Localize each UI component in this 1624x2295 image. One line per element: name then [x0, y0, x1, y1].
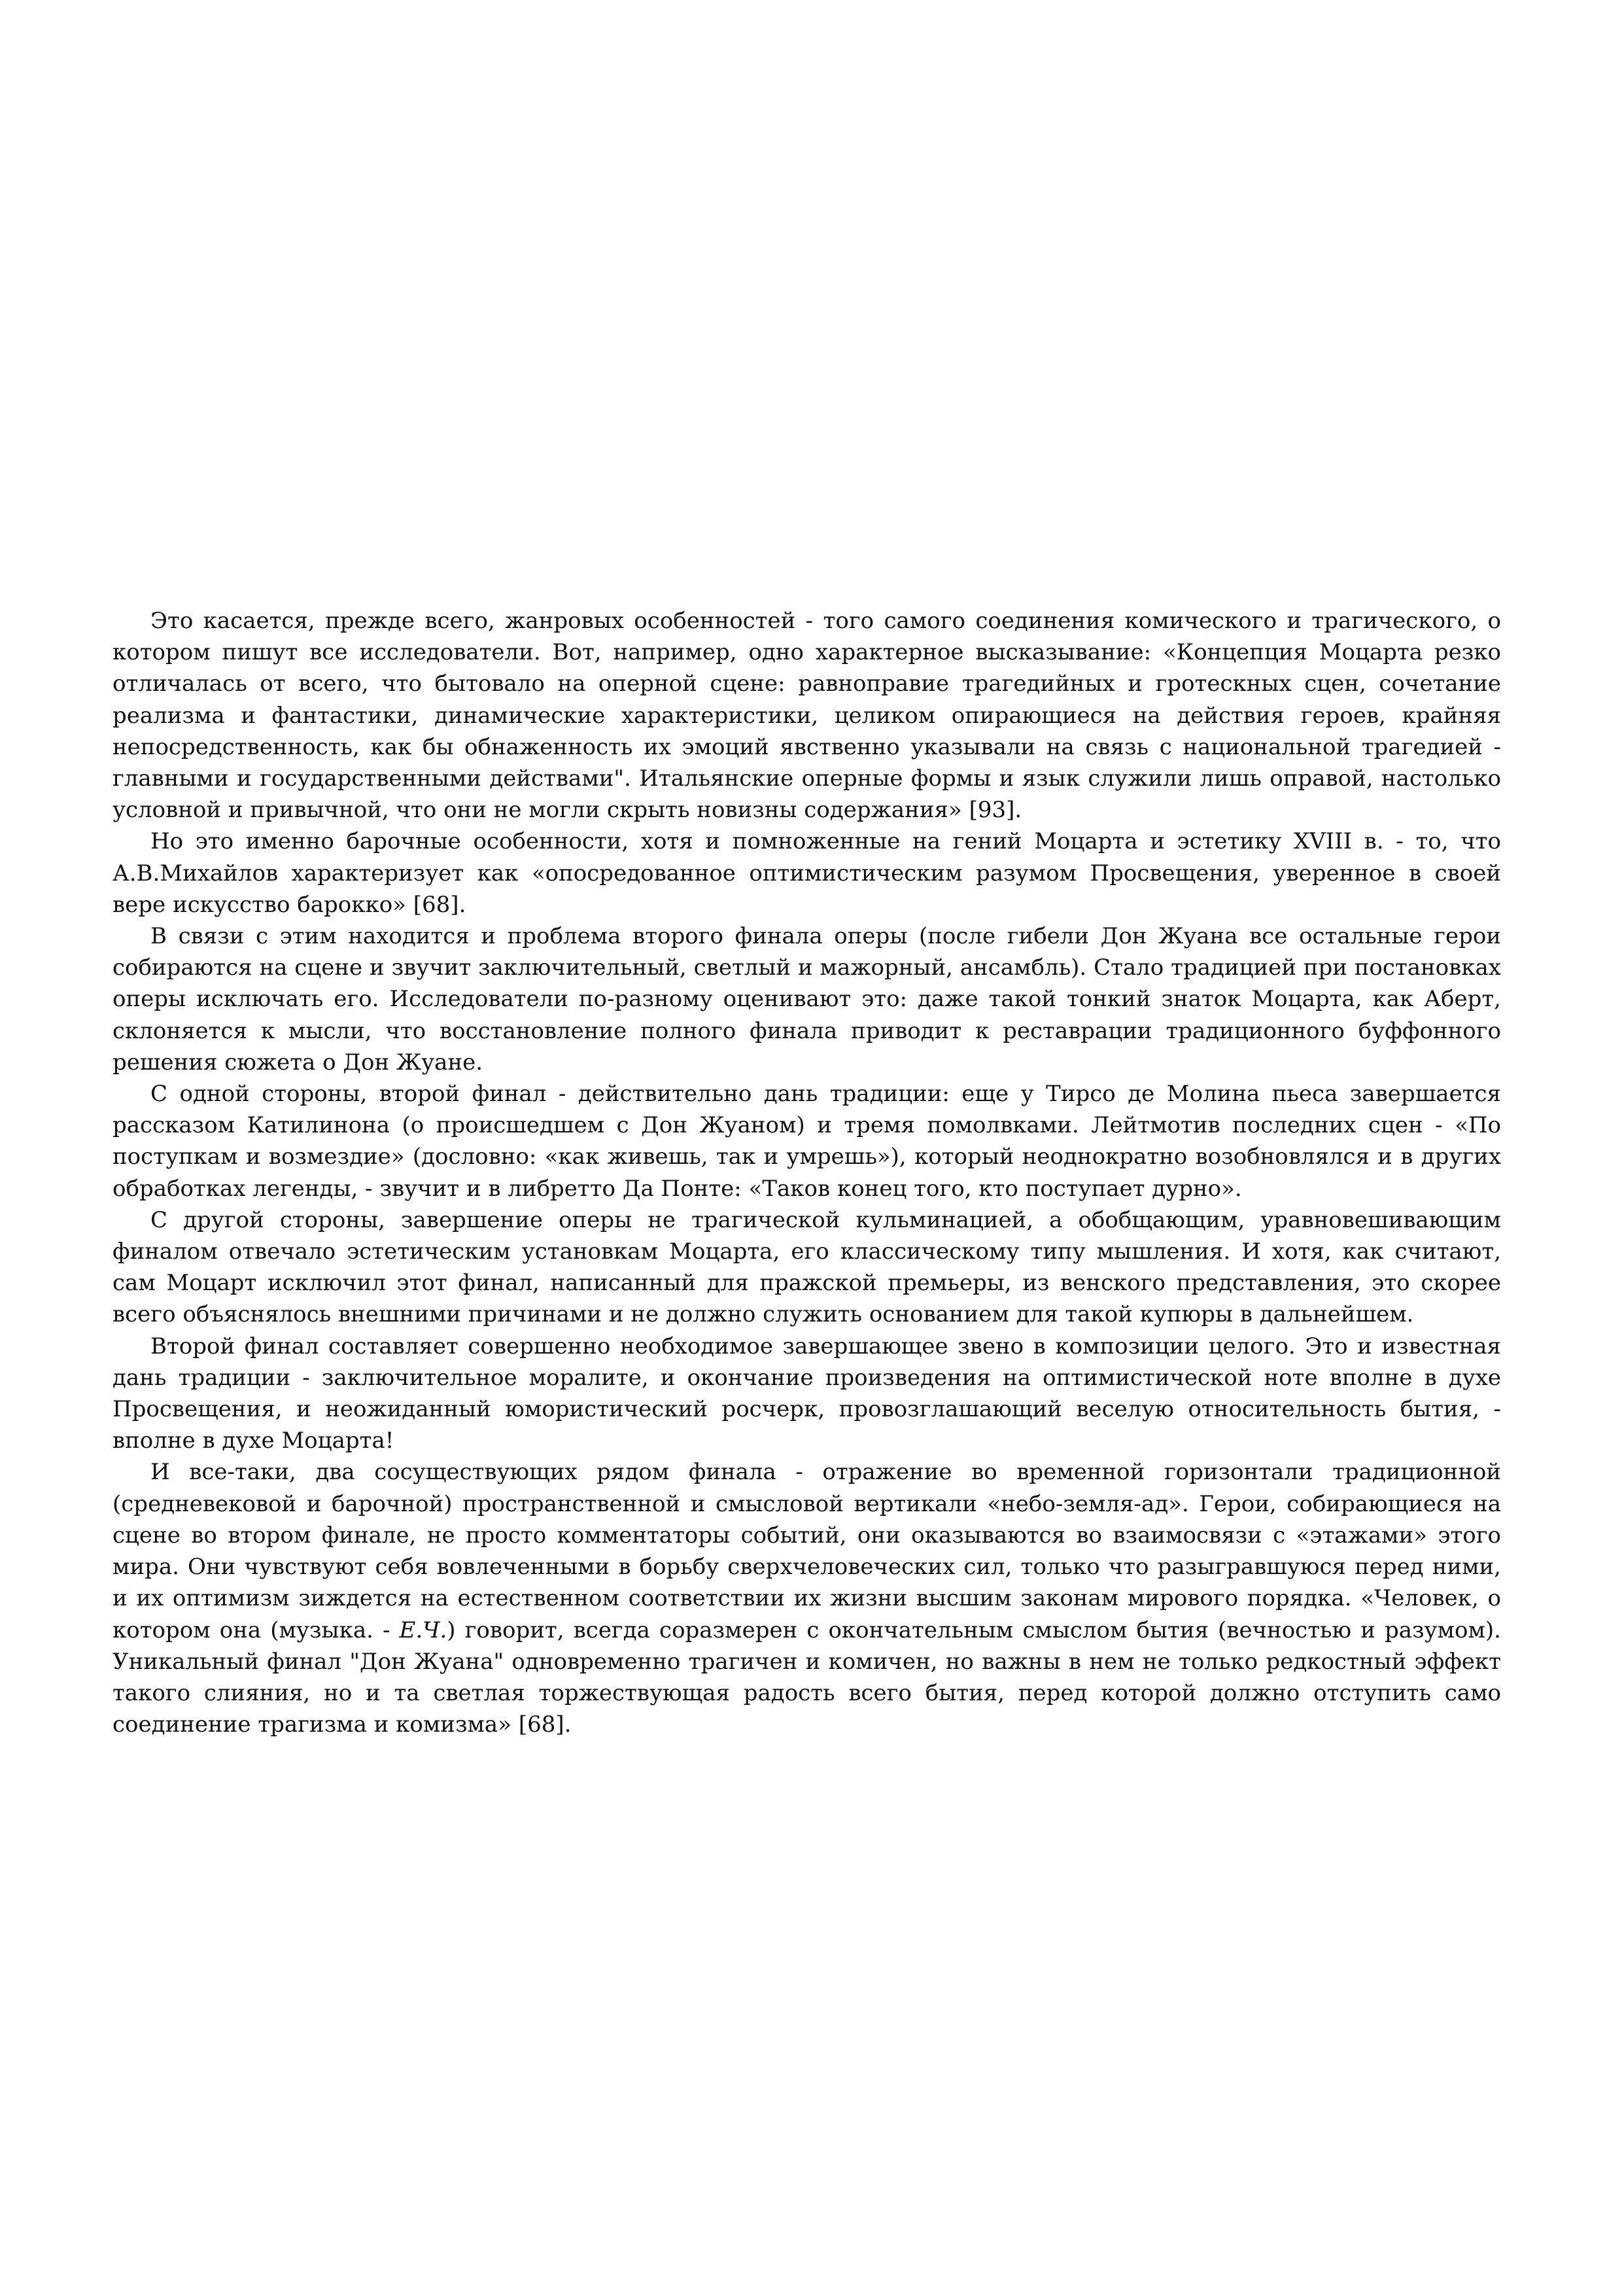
- paragraph: В связи с этим находится и проблема второго финала оперы (после гибели Дон Жуана все остальные герои собираются на сцене и звучит заключительный, светлый и мажорный, ансамбль). Стало традицией при постановках оперы исключать его. Исследователи по-разному оценивают это: даже такой тонкий знаток Моцарта, как Аберт, склоняется к мысли, что восстановление полного финала приводит к реставрации традиционного буффонного решения сюжета о Дон Жуане.: [112, 923, 1501, 1076]
- paragraph: Но это именно барочные особенности, хотя и помноженные на гений Моцарта и эстетику XVIII в. - то, что А.В.Михайлов характеризует как «опосредованное оптимистическим разумом Просвещения, уверенное в своей вере искусство барокко» [68].: [112, 828, 1501, 918]
- paragraph-text: ) говорит, всегда соразмерен с окончательным смыслом бытия (вечностью и разумом). Уникальный финал "Дон Жуана" одновременно трагичен и комичен, но важны в нем не только редкостный эффект такого слияния, но и та светлая торжествующая радость всего бытия, перед которой должно отступить само соединение трагизма и комизма» [68].: [112, 1617, 1501, 1738]
- body-text: [112, 605, 1501, 1740]
- paragraph: Второй финал составляет совершенно необходимое завершающее звено в композиции целого. Это и известная дань традиции - заключительное моралите, и окончание произведения на оптимистической ноте вполне в духе Просвещения, и неожиданный юмористический росчерк, провозглашающий веселую относительность бытия, - вполне в духе Моцарта!: [112, 1333, 1501, 1454]
- paragraph: С другой стороны, завершение оперы не трагической кульминацией, а обобщающим, уравновешивающим финалом отвечало эстетическим установкам Моцарта, его классическому типу мышления. И хотя, как считают, сам Моцарт исключил этот финал, написанный для пражской премьеры, из венского представления, это скорее всего объяснялось внешними причинами и не должно служить основанием для такой купюры в дальнейшем.: [112, 1206, 1501, 1328]
- paragraph-text: И все-таки, два сосуществующих рядом финала - отражение во временной горизонтали традиционной (средневековой и барочной) пространственной и смысловой вертикали «небо-земля-ад». Герои, собирающиеся на сцене во втором финале, не просто комментаторы событий, они оказываются во взаимосвязи с «этажами» этого мира. Они чувствуют себя вовлеченными в борьбу сверхчеловеческих сил, только что разыгравшуюся перед ними, и их оптимизм зиждется на естественном соответствии их жизни высшим законам мирового порядка. «Человек, о котором она (музыка. -: [112, 1459, 1501, 1643]
- paragraph: С одной стороны, второй финал - действительно дань традиции: еще у Тирсо де Молина пьеса завершается рассказом Катилинона (о происшедшем с Дон Жуаном) и тремя помолвками. Лейтмотив последних сцен - «По поступкам и возмездие» (дословно: «как живешь, так и умрешь»), который неоднократно возобновлялся и в других обработках легенды, - звучит и в либретто Да Понте: «Таков конец того, кто поступает дурно».: [112, 1081, 1501, 1202]
- paragraph: Это касается, прежде всего, жанровых особенностей - того самого соединения комического и трагического, о котором пишут все исследователи. Вот, например, одно характерное высказывание: «Концепция Моцарта резко отличалась от всего, что бытовало на оперной сцене: равноправие трагедийных и гротескных сцен, сочетание реализма и фантастики, динамические характеристики, целиком опирающиеся на действия героев, крайняя непосредственность, как бы обнаженность их эмоций явственно указывали на связь с национальной трагедией - главными и государственными действами". Итальянские оперные формы и язык служили лишь оправой, настолько условной и привычной, что они не могли скрыть новизны содержания» [93].: [112, 608, 1501, 824]
- author-initials: Е.Ч.: [399, 1617, 447, 1643]
- paragraph: [112, 1456, 1501, 1740]
